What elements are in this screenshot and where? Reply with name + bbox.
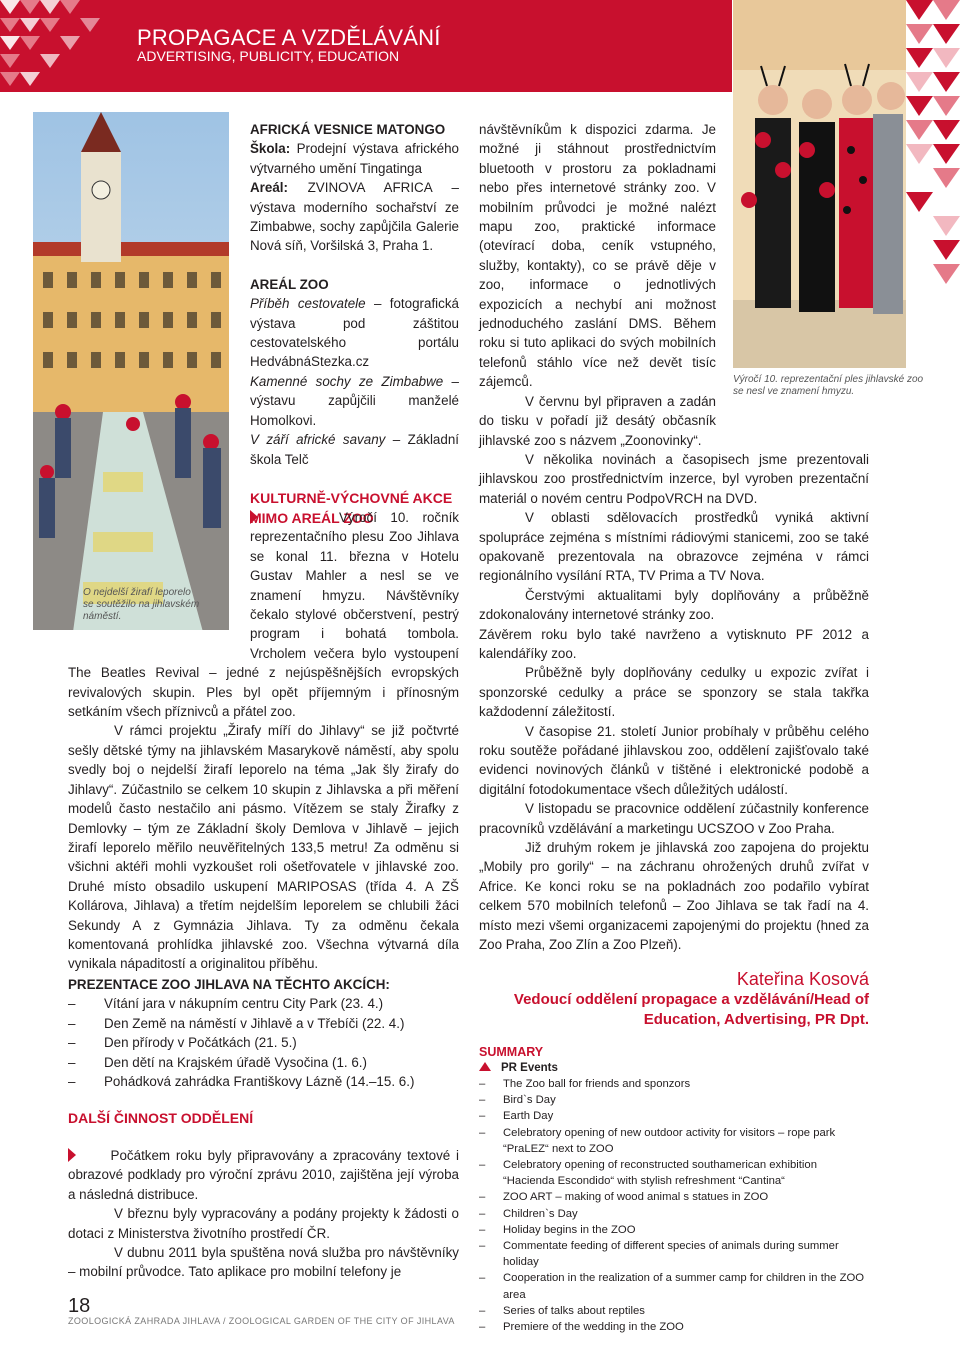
school-label: Škola: [250, 141, 291, 157]
other-activities-title: DALŠÍ ČINNOST ODDĚLENÍ [68, 1110, 254, 1126]
arrow-bullet-icon [250, 510, 258, 524]
summary-list-item [479, 1206, 871, 1222]
list-dash: – [479, 1207, 486, 1220]
list-item-text: Commentate feeding of different species of animals during summer holiday [503, 1240, 839, 1269]
giraffes-text: V rámci projektu „Žirafy míří do Jihlavy“ se již počtvrté sešly dětské týmy na jihlavském Masarykově náměstí, aby spolu svedly boj o nejdelší žirafí leporelo na téma „Jak šly žirafy do Jihlavy“. Zúčastnilo se celkem 10 skupin z Jihlavska a při měření modelů často nestačilo ani pásmo. Vítězem se staly Žirafky z Demlovky – tým ze Základní školy Demlova v Jihlavě – jejich žirafí leporelo měřilo neuvěřitelných 133,5 metru! Za odměnu si všichni aktéři mohli vyzkoušet roli ošetřovatele v jihlavské zoo. Druhé místo obsadilo uskupení MARIPOSAS (třída 4. A ZŠ Kollárova, Jihlava) a třetím nejdelším leporelem se chlubili žáci Sekundy A z Gymnázia Jihlava. Ty za odměnu čekala komentovaná prohlídka jihlavské zoo. Všechna výtvarná díla vynikala nápaditostí a originalitou příběhu. [68, 723, 459, 972]
summary-list-item [479, 1108, 871, 1124]
right-p-casopise: V časopise 21. století Junior probíhaly v průběhu celého roku soutěže pořádané jihlavskou zoo, oddělení zajišťovalo také evidenci novinových článků v tištěné i elektronické podobě a digitální fotodokumentace všech důležitých událostí. [479, 723, 869, 797]
list-dash: – [479, 1191, 486, 1204]
list-dash: – [479, 1223, 486, 1236]
other-activities-p1: Počátkem roku byly připravovány a zpracovány textové i obrazové podklady pro výroční zprávu 2010, zajištěna její výroba a následná distribuce. [68, 1148, 459, 1202]
traveller-story-title: Příběh cestovatele [250, 296, 366, 312]
list-dash: – [479, 1110, 486, 1123]
list-item-text: Celebratory opening of new outdoor activity for visitors – rope park “PraLEZ“ next to ZOO [503, 1126, 836, 1155]
savanna-text: – Základní škola Telč [250, 432, 459, 467]
summary-list-item [479, 1189, 871, 1205]
stone-statues-text: – výstavu zapůjčili manželé Homolkovi. [250, 373, 459, 428]
list-dash: – [479, 1078, 486, 1090]
list-item-text: Pohádková zahrádka Františkovy Lázně (14.–15. 6.) [104, 1074, 415, 1090]
african-village-title: AFRICKÁ VESNICE MATONGO [250, 122, 446, 137]
right-p-novin: V několika novinách a časopisech jsme prezentovali jihlavskou zoo prostřednictvím inzerce, byl vyroben prezentační materiál o novém centru PodpoVRCH na DVD. [479, 451, 869, 506]
summary-list-item [479, 1270, 871, 1302]
list-dash: – [479, 1126, 486, 1139]
list-item-text: Series of talks about reptiles [503, 1304, 645, 1317]
other-activities-p3: V dubnu 2011 byla spuštěna nová služba pro návštěvníky – mobilní průvodce. Tato aplikace pro mobilní telefony je [68, 1245, 459, 1280]
list-item-text: Den Země na náměstí v Jihlavě a v Třebíči (22. 4.) [104, 1015, 405, 1031]
right-p-prubezne: Průběžně byly doplňovány cedulky u expozic zvířat i sponzorské cedulky a práce se sponzory se stala takřka každodenní záležitostí. [479, 665, 869, 720]
presentation-list [68, 994, 468, 1091]
footer-text: ZOOLOGICKÁ ZAHRADA JIHLAVA / ZOOLOGICAL GARDEN OF THE CITY OF JIHLAVA [68, 1316, 455, 1326]
summary-list-item [479, 1076, 871, 1092]
list-item-text: Earth Day [503, 1110, 554, 1123]
list-dash: – [68, 1035, 76, 1051]
page-number: 18 [68, 1295, 91, 1317]
list-dash: – [68, 1074, 76, 1090]
savanna-title: V září africké savany [250, 432, 386, 448]
summary-list-item [479, 1222, 871, 1238]
list-item-text: ZOO ART – making of wood animal s statues in ZOO [503, 1191, 769, 1204]
triangle-pattern-decoration [0, 0, 120, 92]
list-item-text: Den přírody v Počátkách (21. 5.) [104, 1035, 297, 1051]
summary-list-item [479, 1238, 871, 1270]
stone-statues-title: Kamenné sochy ze Zimbabwe [250, 373, 444, 389]
list-item-text: Cooperation in the realization of a summer camp for children in the ZOO area [503, 1272, 865, 1301]
list-dash: – [479, 1240, 486, 1253]
list-dash: – [479, 1094, 486, 1107]
right-p-cerstvymi: Čerstvými aktualitami byly doplňovány a průběžně zdokonalovány internetové stránky zoo. [479, 587, 869, 623]
list-item-text: Celebratory opening of reconstructed southamerican exhibition “Hacienda Escondido“ with stylish refreshment “Cantina“ [503, 1159, 817, 1188]
presentation-list-item [68, 1014, 468, 1033]
summary-list-item [479, 1092, 871, 1108]
summary-list-item [479, 1157, 871, 1189]
presentation-list-item [68, 994, 468, 1013]
right-p-gorily: Již druhým rokem je jihlavská zoo zapojena do projektu „Mobily pro gorily“ – na záchranu ohrožených druhů zvířat v Africe. Ke konci roku se na pokladnách zoo podařilo vybírat celkem 570 mobilních telefonů – Zoo Jihlava se tak řadí na 4. místo mezi všemi organizacemi zapojenými do projektu (hned za Zoo Praha, Zoo Zlín a Zoo Plzeň). [479, 840, 869, 953]
right-column [479, 120, 869, 954]
triangle-up-icon [479, 1062, 491, 1071]
list-item-text: Bird`s Day [503, 1094, 556, 1107]
presentation-title: PREZENTACE ZOO JIHLAVA NA TĚCHTO AKCÍCH: [68, 977, 390, 992]
list-dash: – [479, 1304, 486, 1317]
cultural-events-title-2: MIMO AREÁL ZOO [250, 509, 374, 526]
right-p-zaverem: Závěrem roku bylo také navrženo a vytisknuto PF 2012 a kalendáříky zoo. [479, 626, 869, 661]
section-title-en: ADVERTISING, PUBLICITY, EDUCATION [137, 48, 400, 64]
list-item-text: Vítání jara v nákupním centru City Park (23. 4.) [104, 996, 384, 1012]
photo2-caption: Výročí 10. reprezentační ples jihlavské zoo se nesl ve znamení hmyzu. [733, 374, 924, 397]
school-text: Prodejní výstava afrického výtvarného umění Tingatinga [250, 141, 459, 176]
other-activities-p2: V březnu byly vypracovány a podány projekty k žádosti o dotaci z Ministerstva životního prostředí ČR. [68, 1206, 459, 1241]
page-header [0, 0, 732, 92]
author-role: Vedoucí oddělení propagace a vzdělávání/Head of Education, Advertising, PR Dpt. [513, 991, 869, 1028]
summary-section [479, 1044, 871, 1335]
wrap-spacer [68, 508, 250, 644]
list-dash: – [479, 1159, 486, 1172]
list-item-text: Holiday begins in the ZOO [503, 1223, 636, 1236]
presentation-section [68, 975, 468, 1091]
list-item-text: The Zoo ball for friends and sponzors [503, 1078, 691, 1090]
summary-list-item [479, 1125, 871, 1157]
triangle-pattern-right [906, 0, 960, 290]
right-p-cerven: V červnu byl připraven a zadán do tisku v pořadí již desátý občasník jihlavské zoo s názvem „Zoonovinky“. [479, 393, 716, 448]
areal-label: Areál: [250, 180, 288, 196]
presentation-list-item [68, 1033, 468, 1052]
section-title-cz: PROPAGACE A VZDĚLÁVÁNÍ [137, 25, 441, 50]
ball-anniversary-paragraph [68, 508, 459, 974]
list-item-text: Children`s Day [503, 1207, 578, 1220]
summary-subtitle-row [479, 1060, 871, 1076]
right-p-top: návštěvníkům k dispozici zdarma. Je možné ji stáhnout prostřednictvím bluetooth v prostoru za pokladnami nebo přes internetové stránky zoo. V mobilním průvodci je možné nalézt mapu zoo, praktické informace (otevírací doba, ceník vstupného, služby, kontakty), co se právě děje v zoo, informace o jednotlivých expozicích a nechybí ani možnost jednoduchého zaslání DMS. Během roku si tuto aplikaci do svých mobilních telefonů stáhlo více než devět tisíc zájemců. [479, 122, 716, 390]
list-item-text: Premiere of the wedding in the ZOO [503, 1321, 684, 1334]
summary-list-item [479, 1319, 871, 1335]
list-dash: – [479, 1272, 486, 1285]
presentation-list-item [68, 1053, 468, 1072]
list-dash: – [68, 1015, 76, 1031]
list-dash: – [68, 996, 76, 1012]
list-item-text: Den dětí na Krajském úřadě Vysočina (1. 6.) [104, 1054, 367, 1070]
right-p-listopad: V listopadu se pracovnice oddělení zúčastnily konference pracovníků vzdělávání a marketingu UCSZOO v Zoo Praha. [479, 801, 869, 836]
middle-column [250, 120, 459, 528]
summary-title: SUMMARY [479, 1045, 544, 1059]
areal-zoo-title: AREÁL ZOO [250, 276, 329, 292]
author-block [479, 968, 869, 1030]
areal-text: ZVINOVA AFRICA – výstava moderního sochařství ze Zimbabwe, sochy zapůjčila Galerie Nová síň, Voršilská 3, Praha 1. [250, 180, 459, 254]
list-dash: – [68, 1054, 76, 1070]
photo-wrap-spacer [724, 120, 869, 422]
summary-subtitle: PR Events [501, 1062, 558, 1074]
summary-list [479, 1076, 871, 1335]
traveller-story-text: – fotografická výstava pod záštitou cestovatelského portálu HedvábnáStezka.cz [250, 296, 459, 370]
author-name: Kateřina Kosová [736, 969, 869, 989]
list-dash: – [479, 1321, 486, 1334]
photo1-caption: O nejdelší žirafí leporelo se soutěžilo na jihlavském náměstí. [83, 587, 200, 622]
right-p-sdel: V oblasti sdělovacích prostředků vyniká aktivní spolupráce zejména s místními rádiovými stanicemi, zoo se také opakovaně prezentovala na obrazovce zejména v rámci regionálního vysílání RTA, TV Prima a TV Nova. [479, 510, 869, 584]
cultural-events-title-1: KULTURNĚ-VÝCHOVNÉ AKCE [250, 489, 453, 506]
anniversary-text: Výročí 10. ročník reprezentačního plesu Zoo Jihlava se konal 11. března v Hotelu Gustav Mahler a nesl se ve znamení hmyzu. Návštěvníky čekalo stylové občerstvení, pestrý program i bohatá tombola. Vrcholem večera bylo vystoupení The Beatles Revival – jedné z nejúspěšnějších evropských revivalových skupin. Ples byl opět příjemným i přínosným setkáním všech příznivců a přátel zoo. [68, 510, 459, 720]
other-activities-section [68, 1108, 459, 1282]
arrow-bullet-icon [68, 1148, 76, 1162]
summary-list-item [479, 1303, 871, 1319]
presentation-list-item [68, 1072, 468, 1091]
